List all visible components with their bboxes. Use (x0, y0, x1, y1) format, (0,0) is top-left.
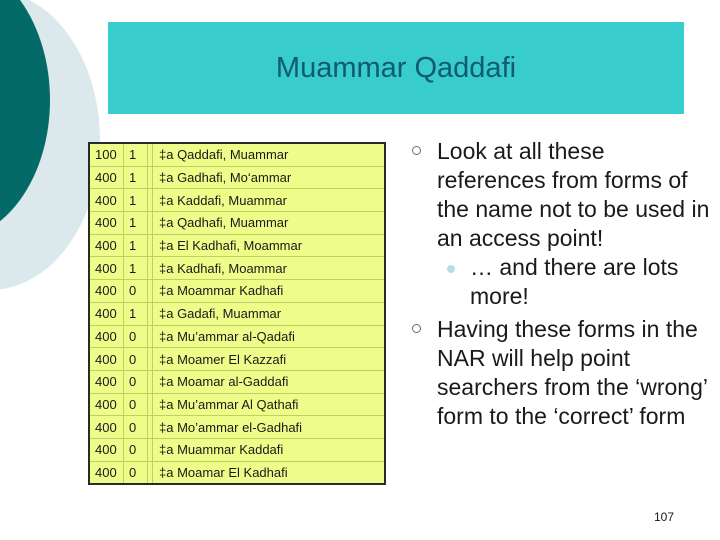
bullet-list (412, 137, 712, 431)
marc-tag-cell: 400 (89, 393, 124, 416)
marc-indicator-cell: 0 (124, 416, 148, 439)
filled-dot-bullet-icon (447, 265, 455, 273)
table-row (89, 234, 385, 257)
marc-field-cell: ‡a Gadhafi, Mo‘ammar (153, 166, 386, 189)
marc-indicator-cell: 1 (124, 189, 148, 212)
marc-tag-cell: 400 (89, 189, 124, 212)
marc-indicator-cell: 1 (124, 212, 148, 235)
table-row (89, 325, 385, 348)
table-row (89, 189, 385, 212)
marc-indicator-cell: 0 (124, 370, 148, 393)
table-row (89, 302, 385, 325)
marc-tag-cell: 400 (89, 348, 124, 371)
bullet-text: Look at all these references from forms of the name not to be used in an access point! (437, 138, 710, 251)
marc-indicator-cell: 0 (124, 393, 148, 416)
hollow-circle-bullet-icon (412, 146, 421, 155)
marc-field-cell: ‡a Kaddafi, Muammar (153, 189, 386, 212)
marc-tag-cell: 400 (89, 257, 124, 280)
marc-field-cell: ‡a Gadafi, Muammar (153, 302, 386, 325)
hollow-circle-bullet-icon (412, 324, 421, 333)
marc-field-cell: ‡a Mu’ammar Al Qathafi (153, 393, 386, 416)
marc-indicator-cell: 1 (124, 143, 148, 166)
table-row (89, 166, 385, 189)
title-bar (108, 22, 684, 114)
marc-tag-cell: 100 (89, 143, 124, 166)
marc-field-cell: ‡a Moammar Kadhafi (153, 280, 386, 303)
bullet-text: Having these forms in the NAR will help point searchers from the ‘wrong’ form to the ‘correct’ form (437, 316, 708, 429)
marc-indicator-cell: 0 (124, 325, 148, 348)
marc-tag-cell: 400 (89, 302, 124, 325)
marc-field-cell: ‡a Qadhafi, Muammar (153, 212, 386, 235)
table-row (89, 416, 385, 439)
marc-indicator-cell: 1 (124, 257, 148, 280)
marc-indicator-cell: 0 (124, 348, 148, 371)
marc-field-cell: ‡a El Kadhafi, Moammar (153, 234, 386, 257)
table-row (89, 143, 385, 166)
marc-indicator-cell: 1 (124, 234, 148, 257)
table-row (89, 348, 385, 371)
marc-field-cell: ‡a Mu’ammar al-Qadafi (153, 325, 386, 348)
marc-field-cell: ‡a Muammar Kaddafi (153, 438, 386, 461)
marc-tag-cell: 400 (89, 325, 124, 348)
marc-tag-cell: 400 (89, 234, 124, 257)
marc-field-cell: ‡a Moamer El Kazzafi (153, 348, 386, 371)
marc-authority-table (88, 142, 386, 485)
slide-title: Muammar Qaddafi (275, 52, 517, 84)
table-row (89, 393, 385, 416)
marc-tag-cell: 400 (89, 370, 124, 393)
marc-indicator-cell: 0 (124, 280, 148, 303)
bullet-item (412, 315, 712, 431)
bullet-item (412, 137, 712, 253)
table-row (89, 438, 385, 461)
marc-indicator-cell: 1 (124, 302, 148, 325)
marc-tag-cell: 400 (89, 212, 124, 235)
table-row (89, 461, 385, 484)
marc-tag-cell: 400 (89, 416, 124, 439)
sub-bullet-text: … and there are lots more! (470, 254, 679, 309)
table-row (89, 257, 385, 280)
marc-indicator-cell: 0 (124, 438, 148, 461)
table-row (89, 212, 385, 235)
sub-bullet-item (437, 253, 712, 311)
marc-indicator-cell: 1 (124, 166, 148, 189)
marc-indicator-cell: 0 (124, 461, 148, 484)
marc-tag-cell: 400 (89, 438, 124, 461)
marc-tag-cell: 400 (89, 461, 124, 484)
slide-number: 107 (654, 510, 675, 524)
marc-field-cell: ‡a Moamar al-Gaddafi (153, 370, 386, 393)
table-row (89, 370, 385, 393)
marc-field-cell: ‡a Kadhafi, Moammar (153, 257, 386, 280)
marc-field-cell: ‡a Qaddafi, Muammar (153, 143, 386, 166)
marc-table-body (89, 143, 385, 484)
marc-tag-cell: 400 (89, 166, 124, 189)
marc-field-cell: ‡a Moamar El Kadhafi (153, 461, 386, 484)
table-row (89, 280, 385, 303)
marc-field-cell: ‡a Mo’ammar el-Gadhafi (153, 416, 386, 439)
marc-tag-cell: 400 (89, 280, 124, 303)
